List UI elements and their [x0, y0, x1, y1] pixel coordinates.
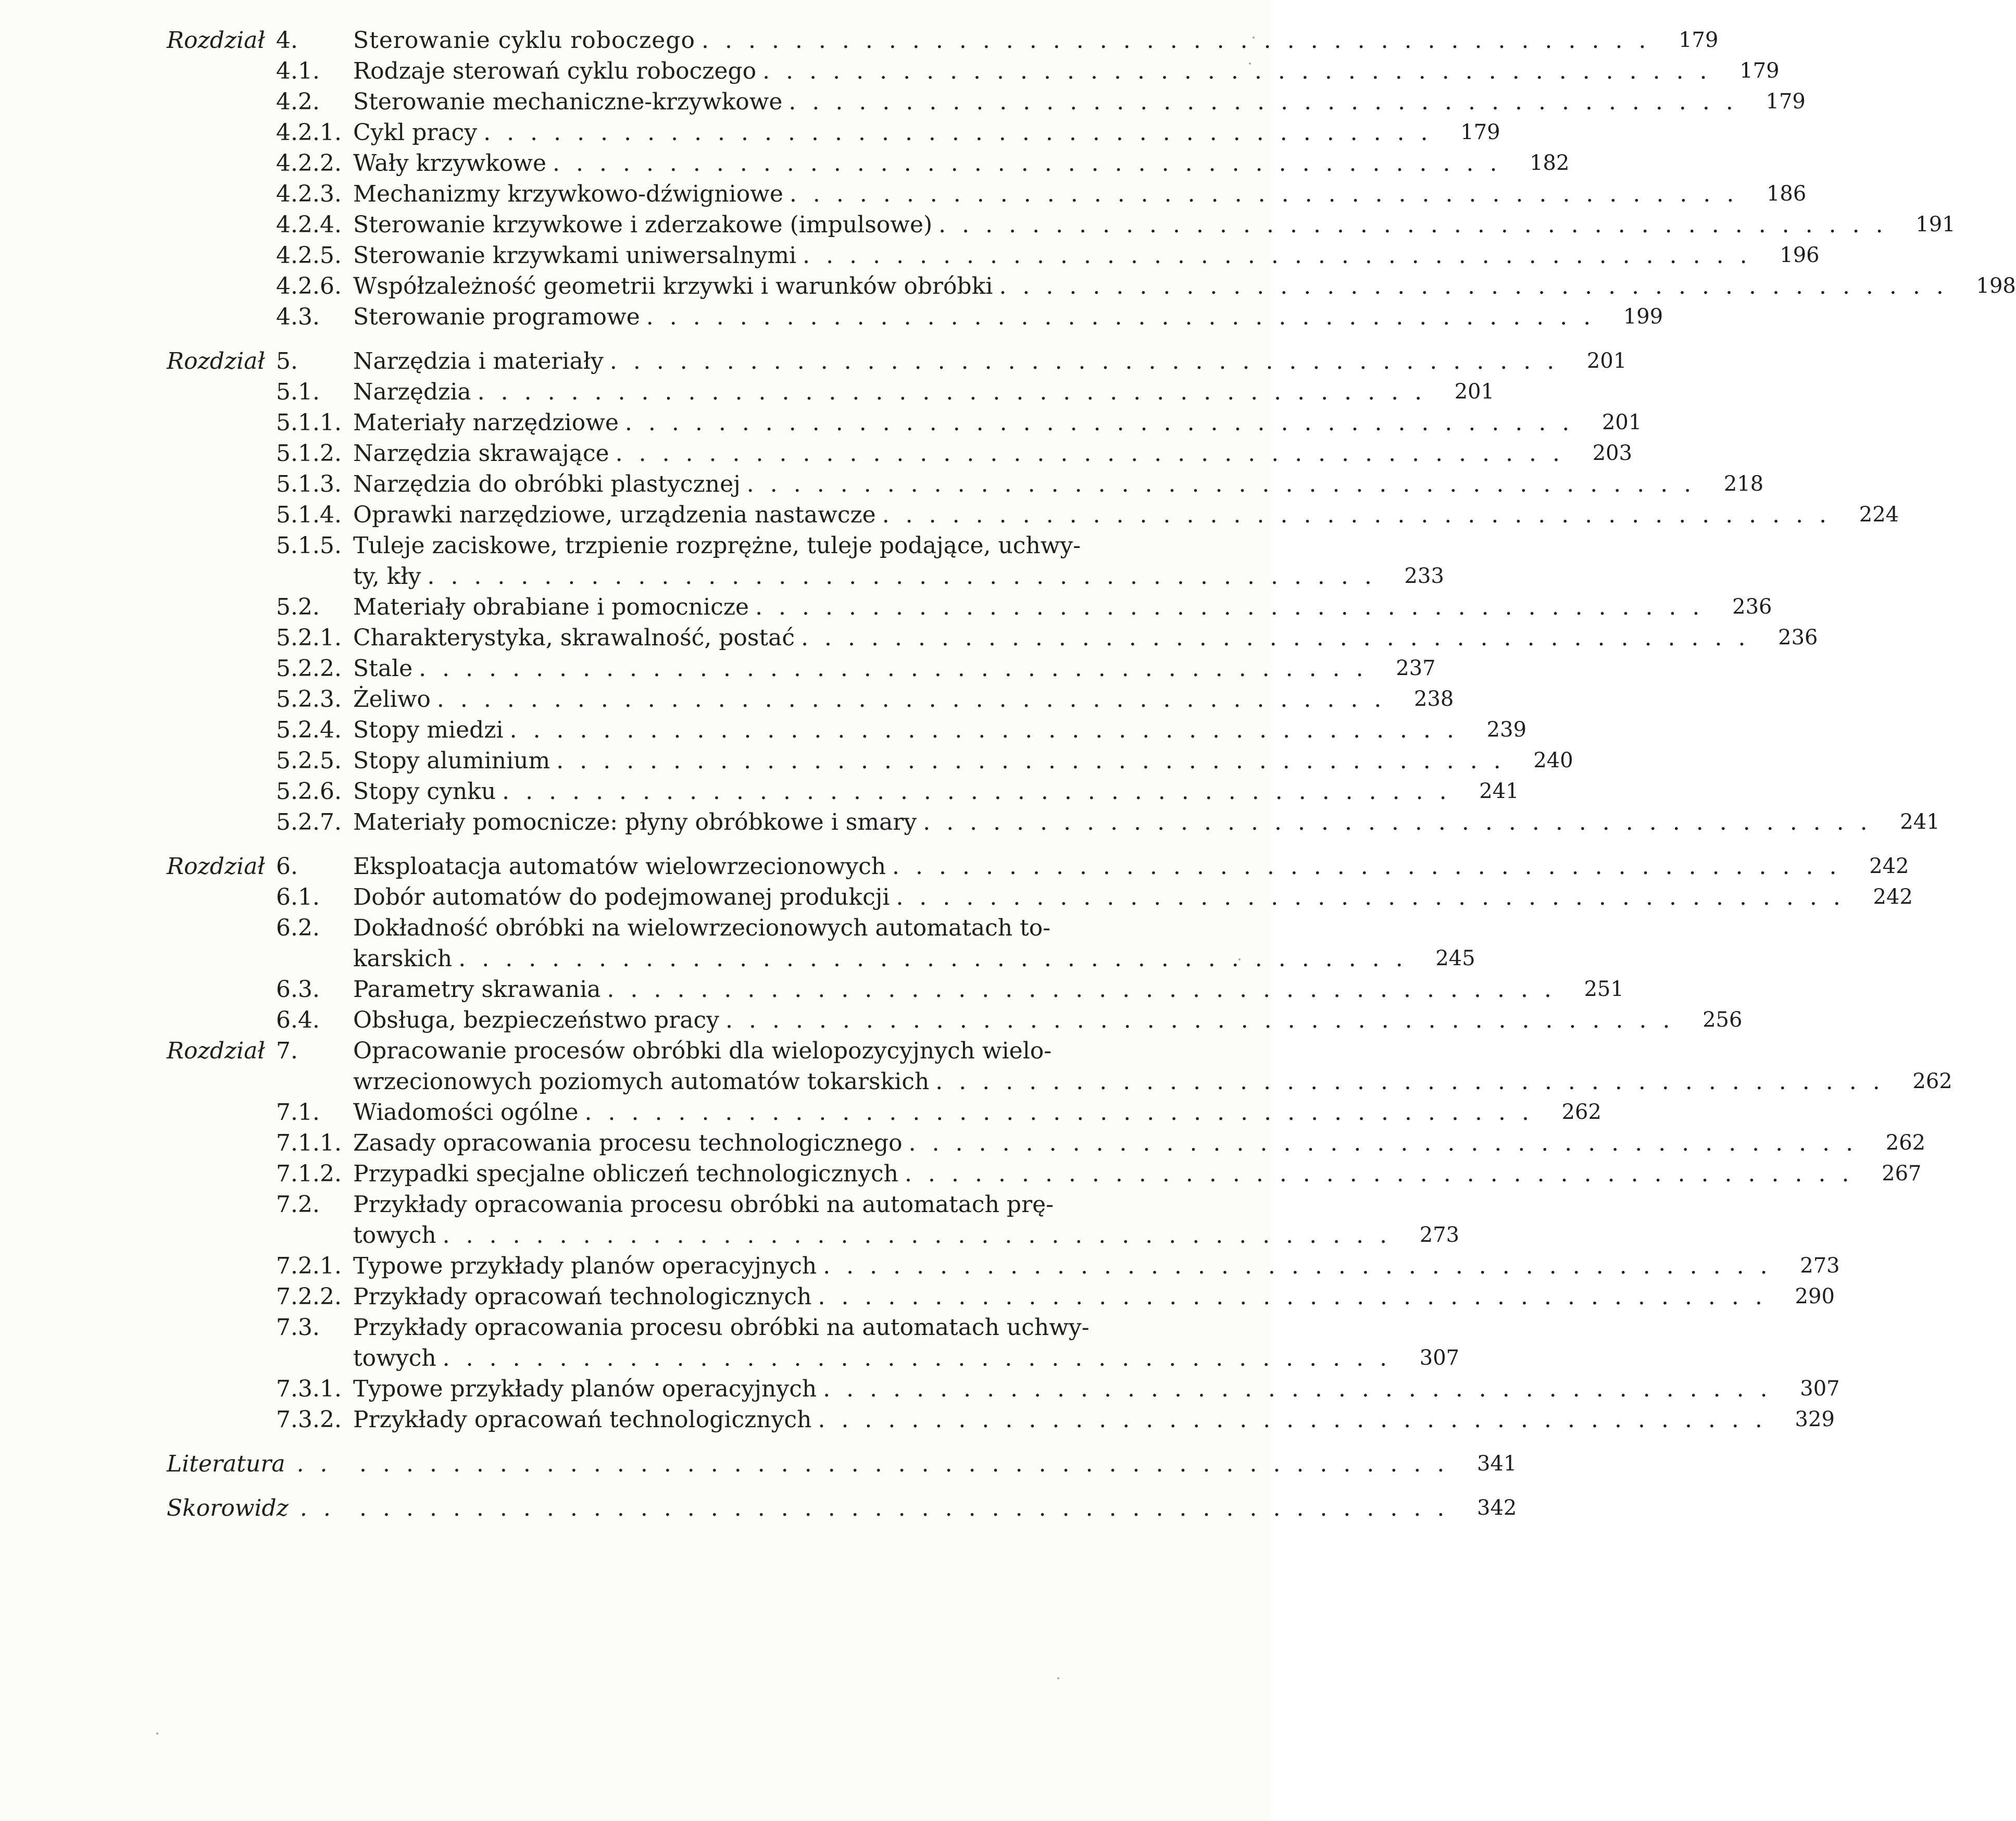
entry-title: Współzależność geometrii krzywki i warunków obróbki [353, 273, 993, 300]
entry-title: Cykl pracy [353, 119, 478, 146]
page-number: 267 [1882, 1162, 1922, 1186]
entry-row [167, 622, 1818, 653]
entry-row [167, 1158, 1922, 1189]
dot-leader: ......................................... [615, 440, 1576, 467]
entry-row [167, 302, 1663, 332]
entry-number: 5. [276, 348, 298, 375]
entry-number: 7. [276, 1038, 298, 1064]
entry-title: Stopy cynku [353, 778, 496, 805]
page-number: 179 [1739, 59, 1780, 83]
index-row [167, 1493, 1517, 1524]
entry-title-line1: Przykłady opracowania procesu obróbki na automatach prę- [353, 1191, 1054, 1218]
entry-title-wrap [353, 1189, 1161, 1220]
entry-number: 6. [276, 853, 298, 880]
dot-leader: .. [299, 1495, 347, 1521]
entry-number: 7.2.1. [276, 1253, 342, 1279]
entry-number: 5.1.3. [276, 471, 342, 497]
page-number: 251 [1584, 977, 1624, 1001]
entry-number: 5.2.7. [276, 809, 342, 835]
entry-title-wrap [353, 653, 1394, 684]
entry-number: 6.3. [276, 976, 320, 1003]
entry-title: Przykłady opracowań technologicznych [353, 1406, 812, 1433]
entry-title: Narzędzia skrawające [353, 440, 609, 467]
chapter-4-row [167, 25, 1719, 56]
chapter-6-row [167, 851, 1909, 882]
entry-number: 4.3. [276, 304, 320, 330]
entry-row [167, 407, 1642, 438]
dot-leader: ......................................... [458, 945, 1419, 972]
entry-line-1 [167, 1189, 1203, 1220]
dot-leader: ......................................... [803, 242, 1763, 269]
entry-number: 4.2. [276, 89, 320, 115]
entry-number: 5.1.5. [276, 532, 342, 559]
literature-label: Literatura .. [167, 1451, 344, 1477]
entry-row [167, 56, 1780, 86]
entry-title-wrap [353, 1493, 1475, 1524]
page-number: 191 [1915, 213, 1956, 236]
entry-number: 4.2.1. [276, 119, 342, 146]
chapter-label: Rozdział [167, 853, 265, 880]
entry-number: 5.1.4. [276, 502, 342, 528]
entry-title: Sterowanie mechaniczne-krzywkowe [353, 89, 783, 115]
entry-line-2 [167, 1343, 1460, 1374]
page-number: 224 [1859, 503, 1899, 527]
paper-speck [1253, 36, 1255, 39]
entry-row [167, 1128, 1926, 1158]
entry-row [167, 179, 1807, 209]
entry-row [167, 882, 1913, 913]
page-number: 198 [1976, 274, 2016, 298]
entry-title-wrap [353, 117, 1459, 148]
entry-title-wrap [353, 1005, 1700, 1036]
page-number: 307 [1419, 1346, 1460, 1370]
entry-line-1 [167, 1312, 1203, 1343]
dot-leader: ......................................... [509, 717, 1471, 743]
dot-leader: ......................................... [818, 1283, 1779, 1310]
table-of-contents [167, 25, 2016, 1524]
entry-title-wrap [353, 592, 1731, 622]
entry-title: Mechanizmy krzywkowo-dźwigniowe [353, 181, 783, 207]
chapter-label: Rozdział [167, 348, 265, 375]
entry-title: Materiały pomocnicze: płyny obróbkowe i smary [353, 809, 917, 835]
entry-title: Żeliwo [353, 686, 431, 713]
entry-title-wrap [353, 346, 1585, 377]
entry-number: 5.2. [276, 594, 320, 620]
dot-leader: ......................................... [908, 1130, 1870, 1156]
page-number: 236 [1732, 595, 1772, 619]
entry-title-wrap [353, 209, 1914, 240]
dot-leader: ......................................... [483, 119, 1444, 146]
entry-line-2 [167, 1066, 1952, 1097]
page-number: 307 [1800, 1377, 1840, 1401]
entry-title-wrap [353, 776, 1477, 807]
entry-title-wrap [353, 240, 1778, 271]
page-number: 241 [1900, 810, 1940, 834]
entry-title-wrap [353, 1251, 1798, 1281]
entry-title-line2: towych [353, 1345, 436, 1371]
page-number: 242 [1869, 854, 1909, 878]
entry-row [167, 469, 1764, 500]
entry-row [167, 776, 1519, 807]
chapter-label: Rozdział [167, 1038, 265, 1064]
entry-line-2 [167, 561, 1444, 592]
entry-title-wrap [353, 179, 1764, 209]
entry-title: Parametry skrawania [353, 976, 601, 1003]
dot-leader: ......................................... [755, 594, 1716, 620]
dot-leader: ......................................... [442, 1345, 1404, 1371]
entry-title-line1: Dokładność obróbki na wielowrzecionowych automatach to- [353, 915, 1051, 941]
entry-number: 4.2.3. [276, 181, 342, 207]
entry-title: Sterowanie krzywkami uniwersalnymi [353, 242, 797, 269]
page-number: 290 [1795, 1284, 1835, 1308]
page-number: 241 [1479, 779, 1519, 803]
entry-number: 5.2.3. [276, 686, 342, 713]
page-number: 240 [1533, 749, 1573, 772]
paper-speck [1238, 958, 1241, 961]
page-number: 186 [1766, 182, 1807, 206]
page-number: 262 [1912, 1069, 1952, 1093]
entry-title-wrap [353, 1220, 1418, 1251]
entry-row [167, 653, 1436, 684]
entry-row [167, 1374, 1840, 1404]
page-number: 238 [1414, 687, 1454, 711]
entry-title: Wały krzywkowe [353, 150, 546, 177]
entry-title-wrap [353, 1128, 1884, 1158]
entry-row [167, 715, 1527, 745]
entry-title-line1: Przykłady opracowania procesu obróbki na automatach uchwy- [353, 1314, 1090, 1341]
entry-number: 5.1.2. [276, 440, 342, 467]
dot-leader: ......................................... [607, 976, 1568, 1003]
entry-title-wrap [353, 1312, 1161, 1343]
entry-number: 7.1.2. [276, 1161, 342, 1187]
entry-title-wrap [353, 271, 1974, 302]
entry-title-wrap [353, 684, 1412, 715]
page-number: 262 [1885, 1131, 1926, 1155]
entry-title-line2: towych [353, 1222, 436, 1249]
entry-title-wrap [353, 561, 1403, 592]
entry-title: Oprawki narzędziowe, urządzenia nastawcze [353, 502, 876, 528]
entry-title: Sterowanie krzywkowe i zderzakowe (impulsowe) [353, 211, 933, 238]
dot-leader: ......................................... [896, 884, 1857, 910]
dot-leader: ......................................... [609, 348, 1571, 375]
page-number: 201 [1454, 380, 1495, 404]
entry-row [167, 500, 1899, 530]
entry-row [167, 1251, 1840, 1281]
page-number: 201 [1601, 410, 1642, 434]
entry-title-wrap [353, 469, 1722, 500]
page-number: 182 [1530, 151, 1570, 175]
entry-row-multiline [167, 1312, 1460, 1374]
dot-leader: ......................................... [935, 1068, 1896, 1095]
entry-row [167, 1404, 1835, 1435]
entry-row-multiline [167, 1189, 1460, 1251]
entry-title: Dobór automatów do podejmowanej produkcji [353, 884, 890, 910]
page-number: 218 [1723, 472, 1764, 496]
entry-row [167, 1097, 1601, 1128]
entry-line-2 [167, 943, 1475, 974]
entry-row [167, 807, 1940, 838]
entry-title-wrap [353, 974, 1582, 1005]
entry-number: 7.2.2. [276, 1283, 342, 1310]
dot-leader: ......................................... [823, 1376, 1784, 1402]
chapter-5-row [167, 346, 1627, 377]
entry-title: Przykłady opracowań technologicznych [353, 1283, 812, 1310]
dot-leader: ......................................... [938, 211, 1899, 238]
dot-leader: ......................................... [882, 502, 1843, 528]
page-number: 233 [1404, 564, 1444, 588]
entry-title-wrap [353, 1374, 1798, 1404]
entry-title-line2: karskich [353, 945, 453, 972]
entry-row [167, 209, 1956, 240]
entry-title-wrap [353, 1066, 1911, 1097]
entry-title: Materiały obrabiane i pomocnicze [353, 594, 749, 620]
entry-title-line2: ty, kły [353, 563, 421, 590]
entry-title-wrap [353, 500, 1857, 530]
entry-title: Narzędzia i materiały [353, 348, 604, 375]
entry-number: 7.1.1. [276, 1130, 342, 1156]
entry-number: 4.2.6. [276, 273, 342, 300]
entry-title-wrap [353, 530, 1161, 561]
entry-line-1 [167, 530, 1203, 561]
entry-number: 5.1. [276, 379, 320, 405]
entry-title-wrap [353, 715, 1485, 745]
entry-title-wrap [353, 377, 1452, 407]
entry-title: Obsługa, bezpieczeństwo pracy [353, 1007, 719, 1033]
entry-row [167, 1281, 1835, 1312]
entry-row-multiline [167, 913, 1475, 974]
entry-row [167, 377, 1495, 407]
entry-line-1 [167, 913, 1203, 943]
entry-number: 6.2. [276, 915, 320, 941]
entry-number: 6.4. [276, 1007, 320, 1033]
page-number: 342 [1477, 1496, 1517, 1520]
entry-title-wrap [353, 943, 1434, 974]
paper-speck [1249, 63, 1251, 65]
entry-title-wrap [353, 1158, 1880, 1189]
entry-number: 7.3. [276, 1314, 320, 1341]
entry-title-wrap [353, 302, 1621, 332]
page-number: 273 [1419, 1223, 1460, 1247]
entry-title-line2: wrzecionowych poziomych automatów tokarskich [353, 1068, 930, 1095]
page-number: 179 [1765, 90, 1806, 114]
dot-leader: ......................................... [427, 563, 1388, 590]
page-number: 262 [1561, 1100, 1601, 1124]
entry-line-2 [167, 1220, 1460, 1251]
page-number: 199 [1623, 305, 1663, 329]
entry-title: Materiały narzędziowe [353, 409, 619, 436]
entry-title-wrap [353, 1449, 1475, 1479]
page-number: 203 [1592, 441, 1633, 465]
entry-number: 5.2.2. [276, 655, 342, 682]
entry-title: Stopy aluminium [353, 747, 550, 774]
paper-speck [1057, 1677, 1059, 1679]
dot-leader: ......................................... [789, 181, 1750, 207]
entry-title-wrap [353, 1404, 1793, 1435]
entry-title-wrap [353, 407, 1600, 438]
entry-title-wrap [353, 25, 1676, 56]
entry-number: 7.1. [276, 1099, 320, 1126]
dot-leader: ......................................... [923, 809, 1884, 835]
entry-title-wrap [353, 1343, 1418, 1374]
entry-number: 6.1. [276, 884, 320, 910]
entry-title-wrap [353, 86, 1764, 117]
entry-title: Zasady opracowania procesu technologicznego [353, 1130, 903, 1156]
entry-title: Narzędzia do obróbki plastycznej [353, 471, 741, 497]
dot-leader: ......................................... [818, 1406, 1779, 1433]
entry-row [167, 974, 1624, 1005]
page-number: 242 [1873, 885, 1913, 909]
literature-row [167, 1449, 1517, 1479]
dot-leader: ......................................... [788, 89, 1749, 115]
entry-title: Sterowanie programowe [353, 304, 640, 330]
dot-leader: ......................................... [725, 1007, 1686, 1033]
page-number: 196 [1780, 243, 1820, 267]
dot-leader: .. [296, 1451, 344, 1477]
dot-leader: ......................................... [442, 1222, 1404, 1249]
entry-number: 4.2.4. [276, 211, 342, 238]
paper-speck [156, 1732, 158, 1735]
entry-row [167, 745, 1573, 776]
page-number: 239 [1486, 718, 1527, 742]
entry-title: Charakterystyka, skrawalność, postać [353, 625, 795, 651]
entry-title: Sterowanie cyklu roboczego [353, 27, 695, 54]
dot-leader: ......................................... [436, 686, 1398, 713]
dot-leader: ......................................... [905, 1161, 1865, 1187]
index-label: Skorowidz .. [167, 1495, 347, 1521]
dot-leader: ......................................... [646, 304, 1607, 330]
entry-title: Typowe przykłady planów operacyjnych [353, 1253, 817, 1279]
entry-title: Narzędzia [353, 379, 471, 405]
entry-row [167, 592, 1772, 622]
entry-number: 5.2.1. [276, 625, 342, 651]
entry-title-wrap [353, 148, 1527, 179]
entry-title-line1: Opracowanie procesów obróbki dla wielopozycyjnych wielo- [353, 1038, 1052, 1064]
entry-title: Rodzaje sterowań cyklu roboczego [353, 58, 757, 84]
page-number: 179 [1679, 28, 1719, 52]
entry-number: 4. [276, 27, 298, 54]
entry-number: 7.3.1. [276, 1376, 342, 1402]
dot-leader: ............................................... [359, 1451, 1461, 1477]
page-number: 201 [1586, 349, 1627, 373]
entry-row [167, 438, 1633, 469]
entry-number: 7.2. [276, 1191, 320, 1218]
dot-leader: ......................................... [999, 273, 1960, 300]
dot-leader: ......................................... [502, 778, 1463, 805]
dot-leader: ......................................... [624, 409, 1586, 436]
entry-row-multiline [167, 530, 1444, 592]
dot-leader: ......................................... [556, 747, 1517, 774]
entry-title: Wiadomości ogólne [353, 1099, 579, 1126]
chapter-7-row [167, 1036, 1952, 1097]
entry-number: 7.3.2. [276, 1406, 342, 1433]
entry-title: Przypadki specjalne obliczeń technologicznych [353, 1161, 899, 1187]
page-number: 329 [1795, 1407, 1835, 1431]
entry-title-line1: Tuleje zaciskowe, trzpienie rozprężne, tuleje podające, uchwy- [353, 532, 1081, 559]
entry-number: 5.2.4. [276, 717, 342, 743]
entry-number: 5.2.5. [276, 747, 342, 774]
entry-row [167, 148, 1570, 179]
entry-title-wrap [353, 56, 1738, 86]
entry-title-wrap [353, 438, 1591, 469]
entry-row [167, 271, 2016, 302]
entry-title-wrap [353, 1036, 1161, 1066]
page-number: 179 [1460, 120, 1500, 144]
entry-number: 4.2.5. [276, 242, 342, 269]
page-number: 273 [1800, 1254, 1840, 1278]
entry-title-wrap [353, 745, 1532, 776]
entry-title: Stale [353, 655, 413, 682]
page-number: 341 [1477, 1452, 1517, 1476]
entry-title: Eksploatacja automatów wielowrzecionowych [353, 853, 886, 880]
entry-number: 5.1.1. [276, 409, 342, 436]
dot-leader: ......................................... [823, 1253, 1784, 1279]
dot-leader: ............................................... [359, 1495, 1461, 1521]
dot-leader: ......................................... [701, 27, 1662, 54]
entry-title-wrap [353, 851, 1868, 882]
page-number: 245 [1435, 946, 1475, 970]
entry-title-wrap [353, 882, 1871, 913]
entry-row [167, 1005, 1743, 1036]
dot-leader: ......................................... [801, 625, 1762, 651]
dot-leader: ......................................... [892, 853, 1853, 880]
dot-leader: ......................................... [419, 655, 1380, 682]
entry-line-1 [167, 1036, 1203, 1066]
dot-leader: ......................................... [553, 150, 1513, 177]
entry-row [167, 117, 1500, 148]
entry-title: Typowe przykłady planów operacyjnych [353, 1376, 817, 1402]
dot-leader: ......................................... [477, 379, 1438, 405]
chapter-label: Rozdział [167, 27, 265, 54]
entry-title: Stopy miedzi [353, 717, 504, 743]
entry-number: 4.1. [276, 58, 320, 84]
entry-title-wrap [353, 913, 1161, 943]
dot-leader: ......................................... [762, 58, 1723, 84]
entry-title-wrap [353, 1097, 1560, 1128]
entry-row [167, 86, 1806, 117]
entry-number: 5.2.6. [276, 778, 342, 805]
entry-number: 4.2.2. [276, 150, 342, 177]
entry-row [167, 240, 1820, 271]
entry-title-wrap [353, 1281, 1793, 1312]
page-number: 236 [1778, 626, 1818, 650]
entry-title-wrap [353, 622, 1776, 653]
entry-title-wrap [353, 807, 1898, 838]
page-number: 237 [1396, 656, 1436, 680]
page-number: 256 [1702, 1008, 1743, 1032]
dot-leader: ......................................... [746, 471, 1708, 497]
entry-row [167, 684, 1454, 715]
dot-leader: ......................................... [584, 1099, 1545, 1126]
